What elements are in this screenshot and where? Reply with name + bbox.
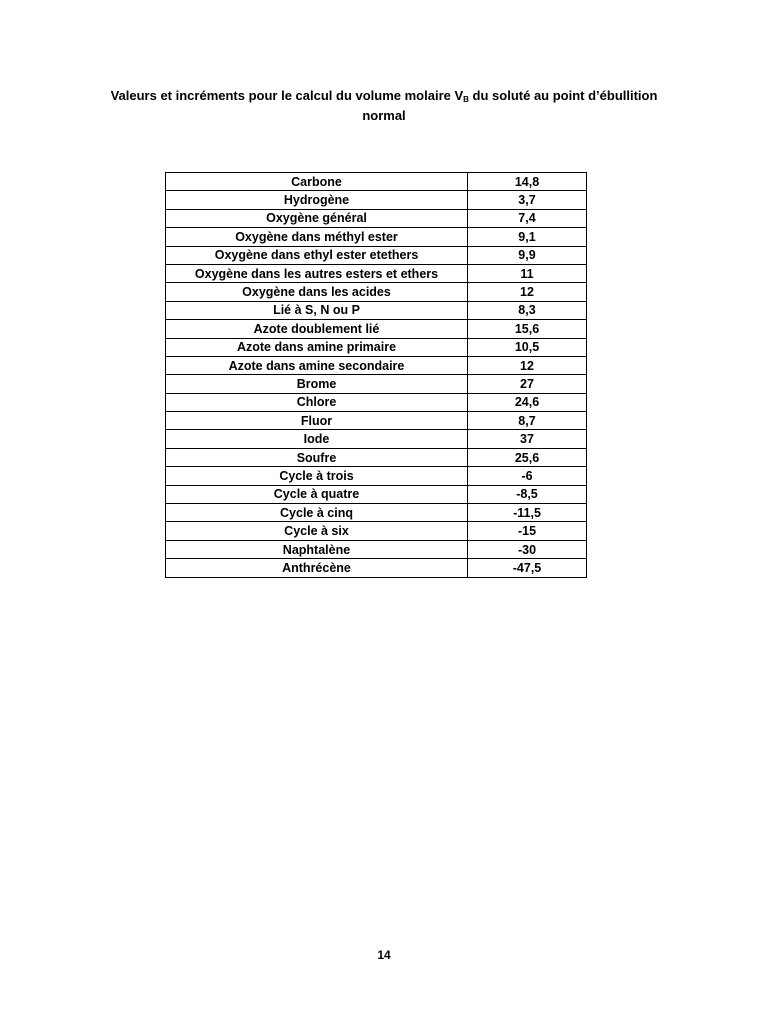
- title-suffix: du soluté au point d’ébullition normal: [362, 88, 658, 123]
- table-row: [166, 522, 587, 540]
- table-row: [166, 559, 587, 577]
- element-name-cell: Oxygène dans ethyl ester etethers: [166, 246, 468, 264]
- title-subscript: B: [463, 95, 469, 104]
- increment-value-cell: 12: [468, 356, 587, 374]
- element-name-cell: Oxygène général: [166, 209, 468, 227]
- increment-value-cell: 8,7: [468, 412, 587, 430]
- element-name-cell: Cycle à trois: [166, 467, 468, 485]
- increment-value-cell: 27: [468, 375, 587, 393]
- increment-value-cell: -8,5: [468, 485, 587, 503]
- increment-value-cell: -15: [468, 522, 587, 540]
- increment-value-cell: -6: [468, 467, 587, 485]
- increment-value-cell: -47,5: [468, 559, 587, 577]
- element-name-cell: Soufre: [166, 448, 468, 466]
- table-row: [166, 430, 587, 448]
- table-row: [166, 540, 587, 558]
- increment-value-cell: 24,6: [468, 393, 587, 411]
- increment-value-cell: 9,1: [468, 228, 587, 246]
- table-row: [166, 301, 587, 319]
- increment-value-cell: 12: [468, 283, 587, 301]
- element-name-cell: Oxygène dans méthyl ester: [166, 228, 468, 246]
- increment-value-cell: 7,4: [468, 209, 587, 227]
- table-row: [166, 412, 587, 430]
- title-prefix: Valeurs et incréments pour le calcul du volume molaire V: [110, 88, 464, 103]
- element-name-cell: Cycle à six: [166, 522, 468, 540]
- element-name-cell: Cycle à cinq: [166, 504, 468, 522]
- increment-value-cell: 3,7: [468, 191, 587, 209]
- increment-value-cell: 10,5: [468, 338, 587, 356]
- table-row: [166, 448, 587, 466]
- element-name-cell: Azote dans amine secondaire: [166, 356, 468, 374]
- document-title: [94, 86, 674, 126]
- element-name-cell: Oxygène dans les autres esters et ethers: [166, 264, 468, 282]
- increment-value-cell: -30: [468, 540, 587, 558]
- element-name-cell: Carbone: [166, 173, 468, 191]
- increment-value-cell: 25,6: [468, 448, 587, 466]
- increment-value-cell: 14,8: [468, 173, 587, 191]
- table-row: [166, 375, 587, 393]
- table-row: [166, 504, 587, 522]
- table-row: [166, 228, 587, 246]
- element-name-cell: Oxygène dans les acides: [166, 283, 468, 301]
- table-row: [166, 467, 587, 485]
- table-row: [166, 320, 587, 338]
- element-name-cell: Iode: [166, 430, 468, 448]
- increments-table: [165, 172, 587, 578]
- element-name-cell: Fluor: [166, 412, 468, 430]
- page-number: 14: [377, 948, 391, 962]
- table-row: [166, 393, 587, 411]
- increment-value-cell: 15,6: [468, 320, 587, 338]
- increment-value-cell: 11: [468, 264, 587, 282]
- increment-value-cell: 9,9: [468, 246, 587, 264]
- table-row: [166, 264, 587, 282]
- table-row: [166, 485, 587, 503]
- element-name-cell: Azote dans amine primaire: [166, 338, 468, 356]
- element-name-cell: Cycle à quatre: [166, 485, 468, 503]
- increment-value-cell: 8,3: [468, 301, 587, 319]
- element-name-cell: Brome: [166, 375, 468, 393]
- table-row: [166, 356, 587, 374]
- table-row: [166, 209, 587, 227]
- element-name-cell: Chlore: [166, 393, 468, 411]
- table-row: [166, 191, 587, 209]
- element-name-cell: Hydrogène: [166, 191, 468, 209]
- table-row: [166, 246, 587, 264]
- element-name-cell: Naphtalène: [166, 540, 468, 558]
- increment-value-cell: 37: [468, 430, 587, 448]
- element-name-cell: Anthrécène: [166, 559, 468, 577]
- increment-value-cell: -11,5: [468, 504, 587, 522]
- table-row: [166, 338, 587, 356]
- increments-table-body: [166, 173, 587, 578]
- table-row: [166, 173, 587, 191]
- element-name-cell: Lié à S, N ou P: [166, 301, 468, 319]
- element-name-cell: Azote doublement lié: [166, 320, 468, 338]
- table-row: [166, 283, 587, 301]
